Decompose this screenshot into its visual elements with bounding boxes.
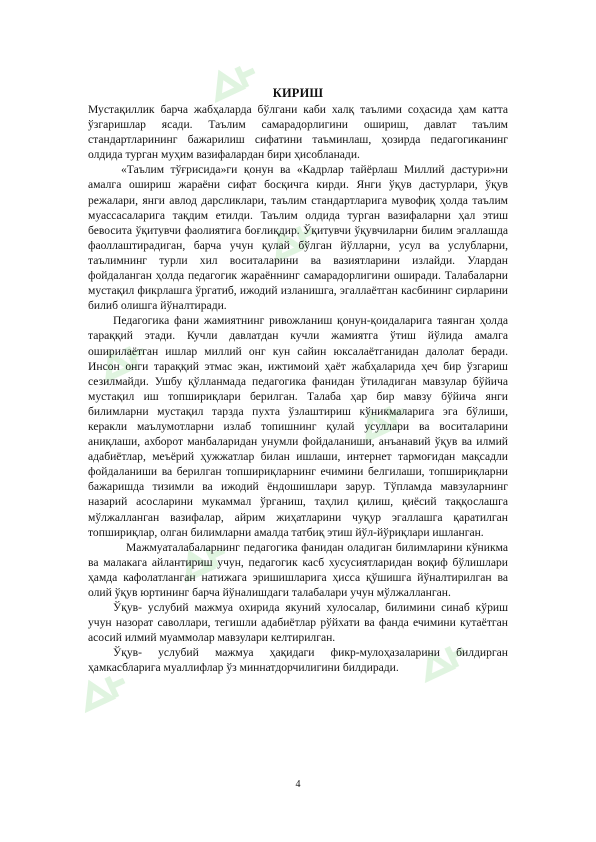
paragraph-3: Педагогика фани жамиятнинг ривожланиш қонун-қоидаларига таянган ҳолда тараққий этади. Кучли давлатдан кучли жамиятга ўтиш йўлида амалга оширилаётган ишлар миллий онг кун сайин юксалаётганидан далолат беради. Инсон онги тараққий этмас экан, ижтимоий ҳаёт жабҳаларида ҳеч бир ўзгариш сезилмайди. Ушбу қўлланмада педагогика фанидан ўтиладиган мавзулар бўйича мустақил иш топшириқлари берилган. Талаба ҳар бир мавзу бўйича янги билимларни мустақил тарзда пухта ўзлаштириш кўникмаларига эга бўлиши, керакли маълумотларни излаб топишнинг қулай усуллари ва воситаларини аниқлаши, ахборот манбаларидан унумли фойдаланиши, анъанавий ўқув ва илмий адабиётлар, меъёрий ҳужжатлар билан ишлаши, интернет тармоғидан мақсадли фойдаланиши ва берилган топшириқларнинг ечимини белгилаши, топшириқларни бажаришда тизимли ва ижодий ёндошишлари зарур. Тўпламда мавзуларнинг назарий асосларини мукаммал ўрганиш, таҳлил қилиш, қиёсий таққослашга мўлжалланган вазифалар, айрим жиҳатларини чуқур эгаллашга қаратилган топшириқлар, олган билимларни амалда татбиқ этиш йўл-йўриқлари ишланган. (88, 314, 508, 539)
document-title: КИРИШ (272, 86, 324, 100)
paragraph-6: Ўқув- услубий мажмуа ҳақидаги фикр-мулоҳазаларини билдирган ҳамкасбларига муаллифлар ўз миннатдорчилигини билдиради. (88, 646, 508, 675)
page-number: 4 (295, 779, 301, 790)
paragraph-5: Ўқув- услубий мажмуа охирида якуний хулосалар, билимини синаб кўриш учун назорат саволлари, тегишли адабиётлар рўйхати ва фанда ечимини кутаётган асосий илмий муаммолар мавзулари келтирилган. (88, 601, 508, 645)
document-body (88, 86, 508, 676)
paragraph-2: «Таълим тўғрисида»ги қонун ва «Кадрлар тайёрлаш Миллий дастури»ни амалга ошириш жараёни сифат босқичга кирди. Янги ўқув дастурлари, ўқув режалари, янги авлод дарсликлари, таълим стандартларига мувофиқ ҳолда таълим муассасаларига тақдим етилди. Таълим олдида турган вазифаларни ҳал этиш бевосита ўқитувчи фаолиятига боғлиқдир. Ўқитувчи ўқувчиларни билим эгаллашда фаоллаштирадиган, барча учун қулай бўлган йўлларни, усул ва услубларни, таълимнинг турли хил воситаларини ва вазиятларини излайди. Улардан фойдаланган ҳолда педагогик жараённинг самарадорлигини оширади. Талабаларни мустақил фикрлашга ўргатиб, ижодий изланишга, эгаллаётган касбининг сирларини билиб олишга йўналтиради. (88, 163, 508, 313)
paragraph-1: Мустақиллик барча жабҳаларда бўлгани каби халқ таълими соҳасида ҳам катта ўзгаришлар ясади. Таълим самарадорлигини ошириш, давлат таълим стандартларининг бажарилиш сифатини таъминлаш, ҳозирда педагогиканинг олдида турган муҳим вазифалардан бири ҳисобланади. (88, 103, 508, 162)
paragraph-4: Мажмуаталабаларнинг педагогика фанидан оладиган билимларини кўникма ва малакага айлантириш учун, педагогик касб хусусиятларидан воқиф бўлишлари ҳамда кафолатланган натижага эришишларига ҳисса қўшишга йўналтирилган ва олий ўқув юртининг барча йўналишдаги талабалари учун мўлжалланган. (88, 540, 508, 599)
